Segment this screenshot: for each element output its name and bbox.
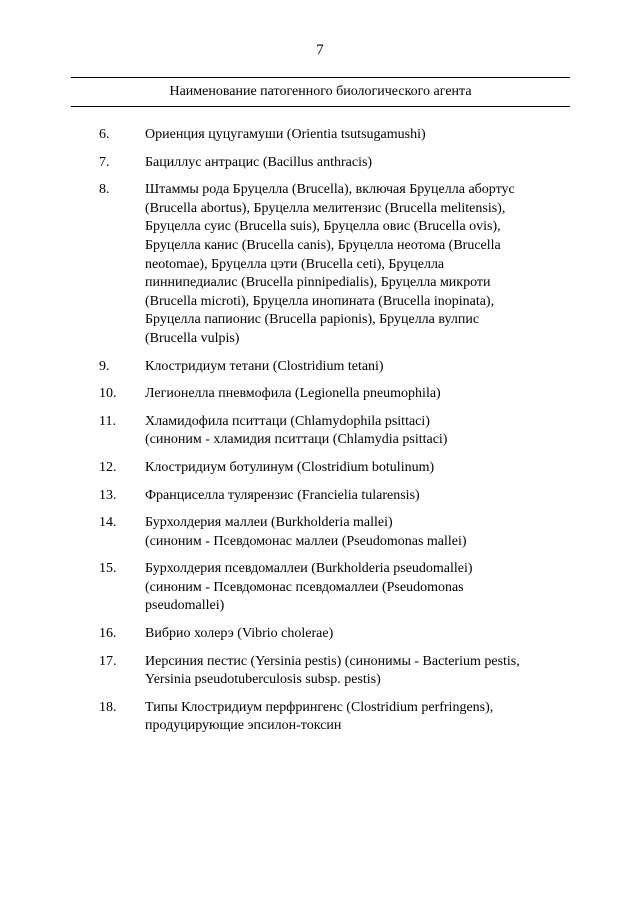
agent-name-line: (синоним - Псевдомонас маллеи (Pseudomonas mallei) — [145, 533, 467, 549]
item-number: 10. — [99, 386, 117, 402]
agent-name — [145, 181, 545, 348]
list-item — [0, 625, 640, 644]
agent-name-line: Ориенция цуцугамуши (Orientia tsutsugamushi) — [145, 127, 426, 142]
list-item — [0, 358, 640, 377]
item-number: 13. — [99, 487, 117, 503]
agent-name-line: (Brucella vulpis) — [145, 330, 240, 346]
agent-name-line: продуцирующие эпсилон-токсин — [145, 718, 342, 734]
item-number: 8. — [99, 182, 110, 198]
agent-name-line: Штаммы рода Бруцелла (Brucella), включая Бруцелла абортус — [145, 182, 515, 198]
agent-name-line: пиннипедиалис (Brucella pinnipedialis), Бруцелла микроти — [145, 275, 491, 291]
table-header-bottom-rule — [71, 106, 570, 107]
list-item — [0, 514, 640, 551]
list-item — [0, 154, 640, 173]
agent-list — [0, 126, 640, 745]
agent-name — [145, 560, 545, 616]
agent-name — [145, 699, 545, 736]
item-number: 6. — [99, 127, 110, 142]
agent-name-line: Легионелла пневмофила (Legionella pneumophila) — [145, 386, 441, 402]
agent-name-line: Yersinia pseudotuberculosis subsp. pestis) — [145, 672, 381, 688]
table-header-top-rule — [71, 77, 570, 78]
agent-name-line: Клостридиум ботулинум (Clostridium botulinum) — [145, 459, 435, 475]
agent-name-line: pseudomallei) — [145, 598, 225, 614]
agent-name-line: (синоним - Псевдомонас псевдомаллеи (Pseudomonas — [145, 579, 464, 595]
list-item — [0, 126, 640, 145]
agent-name-line: Бурхолдерия маллеи (Burkholderia mallei) — [145, 515, 393, 531]
list-item — [0, 413, 640, 450]
list-item — [0, 699, 640, 736]
item-number: 12. — [99, 459, 117, 475]
agent-name — [145, 358, 545, 377]
item-number: 11. — [99, 413, 116, 429]
agent-name — [145, 459, 545, 478]
agent-name-line: Бациллус антрацис (Bacillus anthracis) — [145, 154, 373, 170]
agent-name — [145, 514, 545, 551]
agent-name-line: Бурхолдерия псевдомаллеи (Burkholderia pseudomallei) — [145, 561, 473, 577]
agent-name-line: (синоним - хламидия пситтаци (Chlamydia psittaci) — [145, 432, 448, 448]
agent-name — [145, 625, 545, 644]
agent-name-line: Бруцелла суис (Brucella suis), Бруцелла овис (Brucella ovis), — [145, 219, 501, 235]
agent-name-line: (Brucella microti), Бруцелла инопината (Brucella inopinata), — [145, 293, 495, 309]
agent-name-line: Вибрио холерэ (Vibrio cholerae) — [145, 626, 334, 642]
item-number: 16. — [99, 626, 117, 642]
list-item — [0, 560, 640, 616]
column-header: Наименование патогенного биологического агента — [169, 84, 472, 99]
agent-name — [145, 413, 545, 450]
agent-name-line: Клостридиум тетани (Clostridium tetani) — [145, 358, 384, 374]
page-number: 7 — [316, 42, 324, 58]
list-item — [0, 653, 640, 690]
agent-name-line: Франциселла тулярензис (Francielia tularensis) — [145, 487, 420, 503]
item-number: 17. — [99, 653, 117, 669]
agent-name — [145, 126, 545, 145]
agent-name — [145, 154, 545, 173]
item-number: 7. — [99, 154, 110, 170]
list-item — [0, 487, 640, 506]
agent-name-line: Иерсиния пестис (Yersinia pestis) (синонимы - Bacterium pestis, — [145, 653, 520, 669]
agent-name — [145, 487, 545, 506]
agent-name — [145, 653, 545, 690]
agent-name-line: Бруцелла папионис (Brucella papionis), Бруцелла вулпис — [145, 312, 480, 328]
item-number: 9. — [99, 358, 110, 374]
agent-name-line: neotomae), Бруцелла цэти (Brucella ceti), Бруцелла — [145, 256, 445, 272]
item-number: 14. — [99, 515, 117, 531]
agent-name — [145, 385, 545, 404]
list-item — [0, 181, 640, 348]
item-number: 15. — [99, 561, 117, 577]
agent-name-line: Хламидофила пситтаци (Chlamydophila psittaci) — [145, 413, 430, 429]
list-item — [0, 385, 640, 404]
agent-name-line: Типы Клостридиум перфрингенс (Clostridium perfringens), — [145, 699, 494, 715]
list-item — [0, 459, 640, 478]
agent-name-line: (Brucella abortus), Бруцелла мелитензис (Brucella melitensis), — [145, 200, 506, 216]
agent-name-line: Бруцелла канис (Brucella canis), Бруцелла неотома (Brucella — [145, 237, 501, 253]
item-number: 18. — [99, 699, 117, 715]
